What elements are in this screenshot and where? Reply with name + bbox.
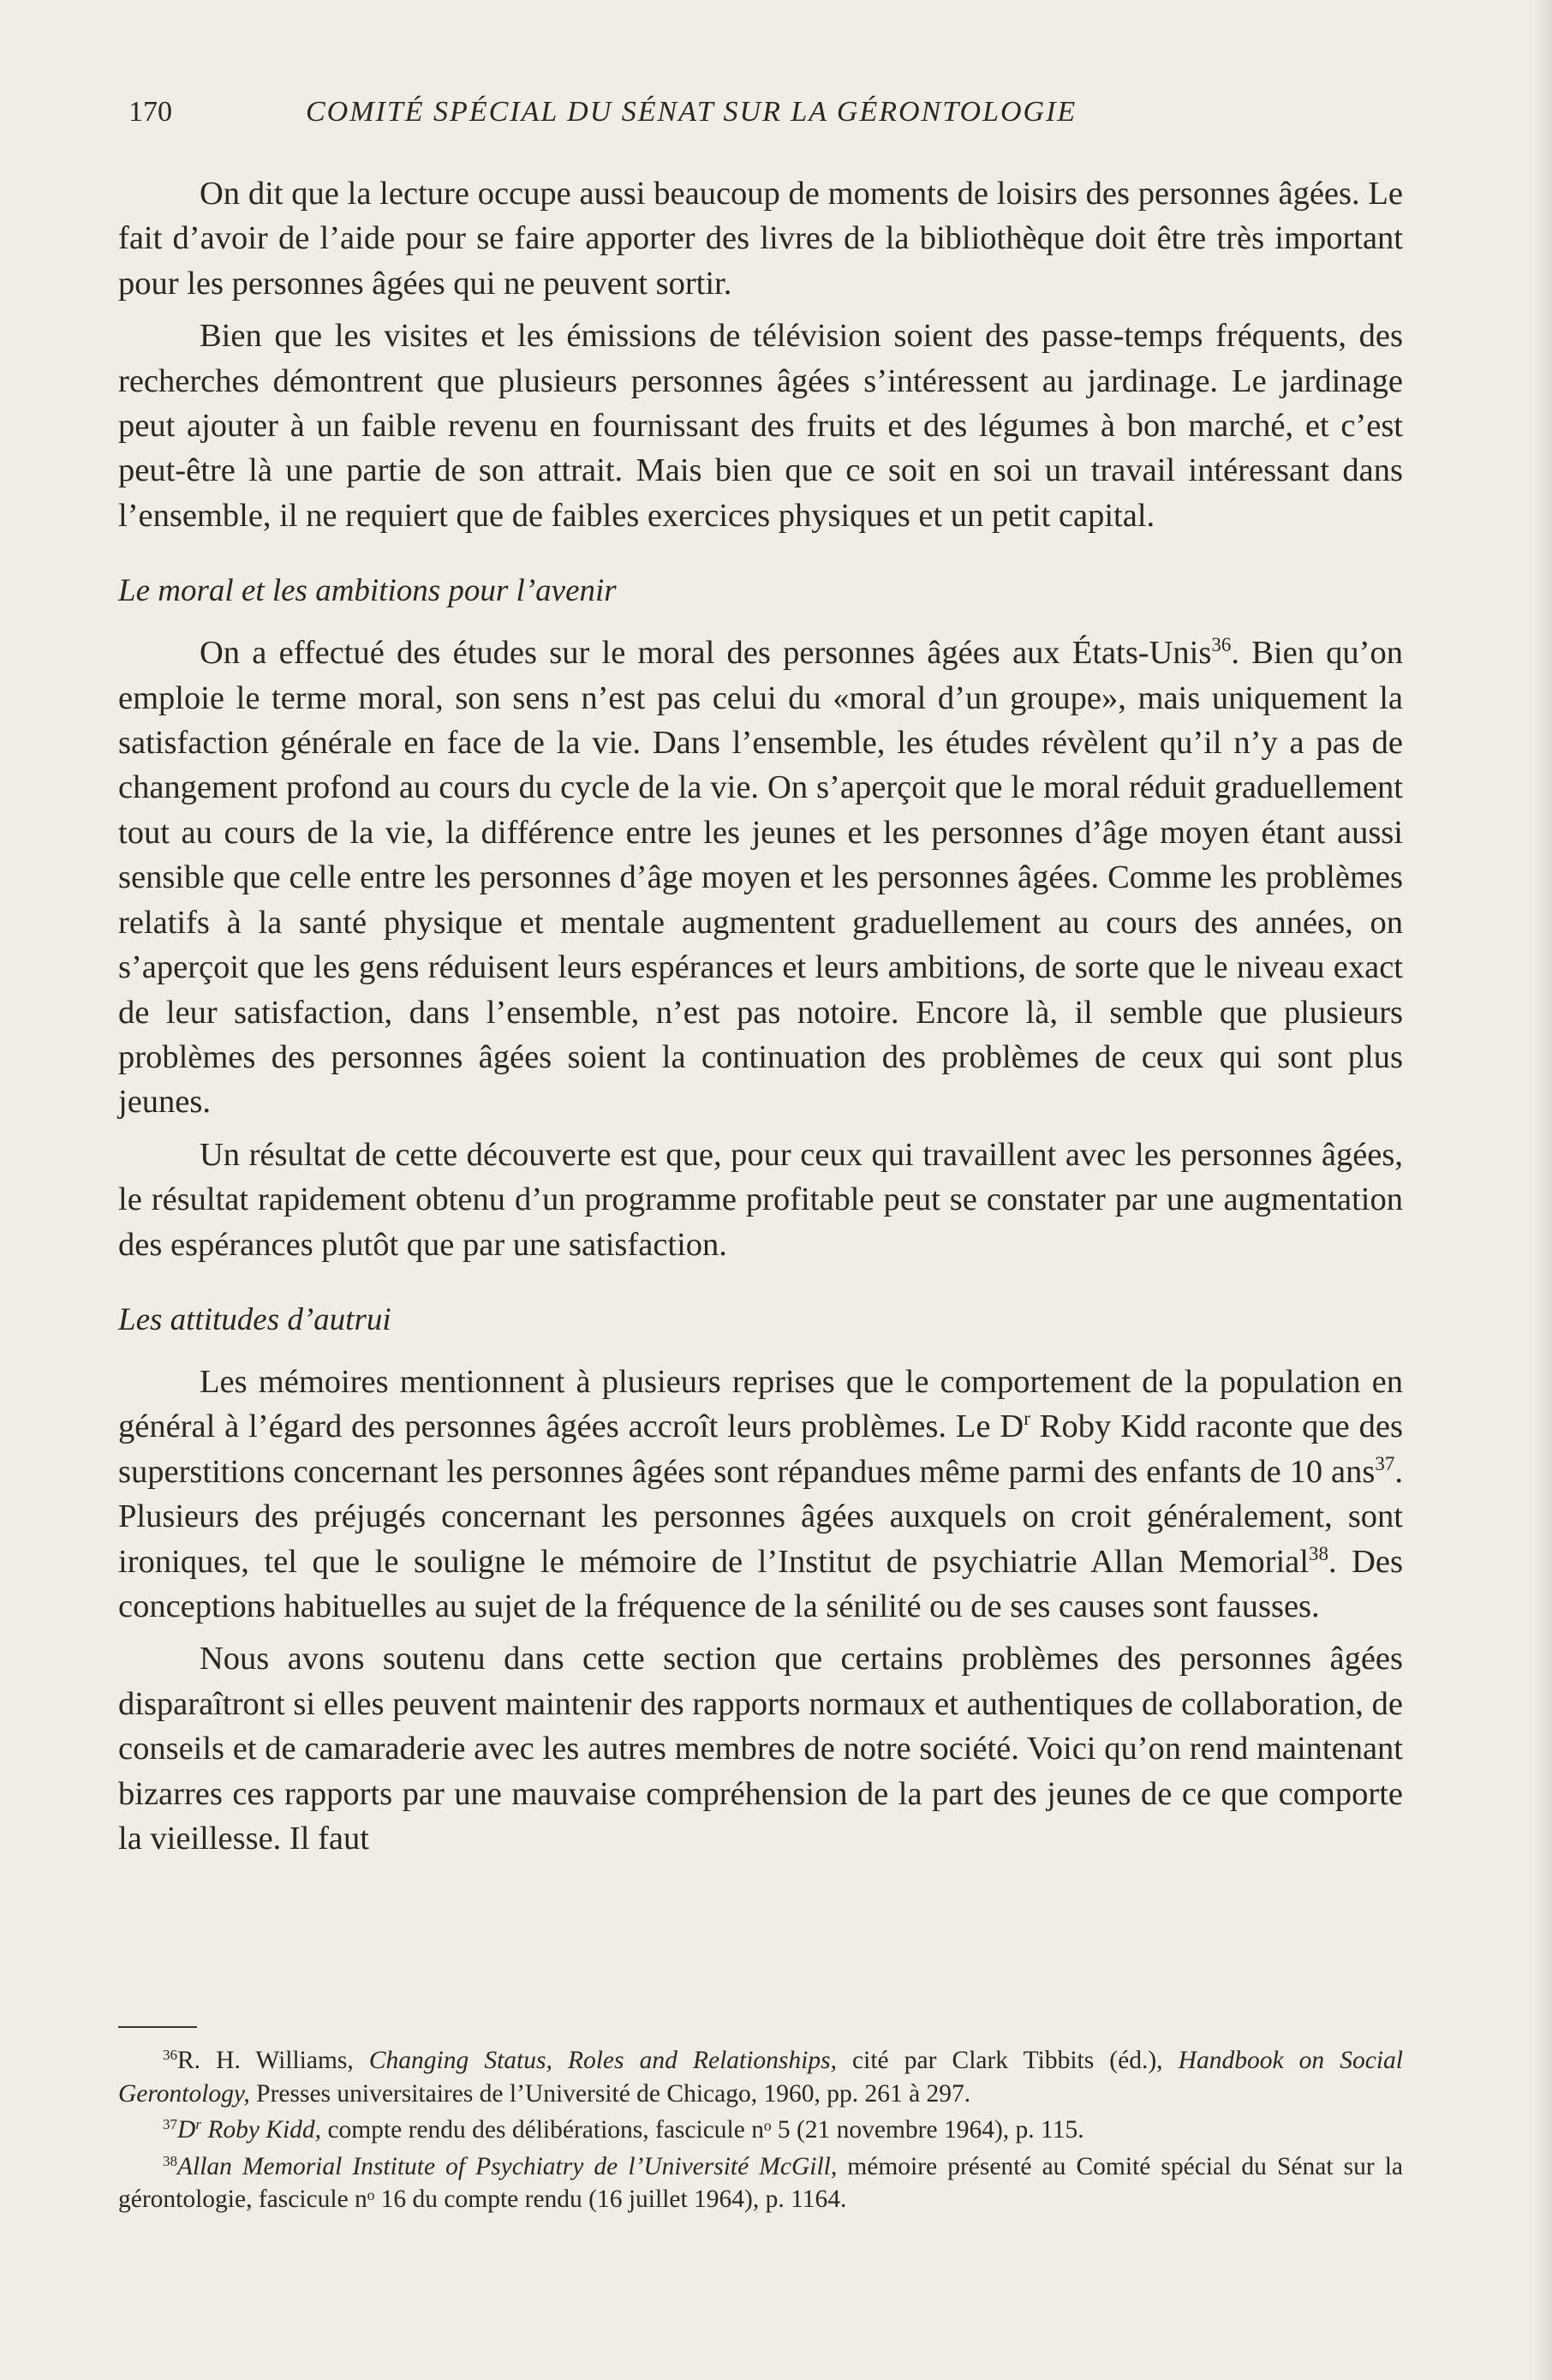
text-run: . Des conceptions habituelles au sujet de la fréquence de la sénilité ou de ses causes sont fausses. [118, 1543, 1403, 1624]
text-run: Roby Kidd raconte que des superstitions concernant les personnes âgées sont répandues même parmi des enfants de 10 ans [118, 1408, 1404, 1490]
footnote-text: mémoire présenté au Comité spécial du Sénat sur la gérontologie, fascicule nᵒ 16 du compte rendu (16 juillet 1964), p. 1164. [118, 2152, 1404, 2213]
superscript-r: r [1024, 1408, 1030, 1430]
body-text [118, 171, 1403, 1861]
footnote-ref-37: 37 [1375, 1452, 1395, 1474]
footnote-author: R. H. Williams, [177, 2047, 369, 2074]
paragraph-section-conclusion: Nous avons soutenu dans cette section que certains problèmes des personnes âgées disparaîtront si elles peuvent maintenir des rapports normaux et authentiques de collaboration, de conseils et de camaraderie avec les autres membres de notre société. Voici qu’on rend maintenant bizarres ces rapports par une mauvaise compréhension de la part des jeunes de ce que comporte la vieillesse. Il faut [118, 1641, 1403, 1857]
footnote-text: cité par Clark Tibbits (éd.), [836, 2047, 1179, 2074]
footnote-text: compte rendu des délibérations, fascicule nᵒ 5 (21 novembre 1964), p. 115. [321, 2116, 1084, 2144]
footnote-number: 37 [163, 2116, 177, 2132]
footnote-title: D [177, 2116, 196, 2144]
footnote-divider [118, 2026, 197, 2028]
text-run: Les mémoires mentionnent à plusieurs reprises que le comportement de la population en général à l’égard des personnes âgées accroît leurs problèmes. Le D [118, 1363, 1403, 1445]
footnote-38 [118, 2150, 1403, 2216]
section-heading-attitudes: Les attitudes d’autrui [118, 1301, 391, 1337]
footnote-text: Presses universitaires de l’Université de Chicago, 1960, pp. 261 à 297. [249, 2079, 971, 2108]
footnote-ref-36: 36 [1211, 634, 1232, 656]
paragraph-memoirs [118, 1360, 1403, 1629]
footnote-title: Roby Kidd, [200, 2116, 322, 2144]
paragraph-gardening: Bien que les visites et les émissions de télévision soient des passe-temps fréquents, des recherches démontrent que plusieurs personnes âgées s’intéressent au jardinage. Le jardinage peut ajouter à un faible revenu en fournissant des fruits et des légumes à bon marché, et c’est peut-être là une partie de son attrait. Mais bien que ce soit en soi un travail intéressant dans l’ensemble, il ne requiert que de faibles exercices physiques et un petit capital. [118, 318, 1403, 534]
text-run: . Plusieurs des préjugés concernant les personnes âgées auxquels on croit généralement, sont ironiques, tel que le souligne le mémoire de l’Institut de psychiatrie Allan Memorial [118, 1453, 1403, 1580]
footnotes [118, 2044, 1403, 2216]
paragraph-discovery-result: Un résultat de cette découverte est que, pour ceux qui travaillent avec les personnes âgées, le résultat rapidement obtenu d’un programme profitable peut se constater par une augmentation des espérances plutôt que par une satisfaction. [118, 1136, 1403, 1263]
footnote-number: 38 [163, 2152, 177, 2169]
paragraph-reading: On dit que la lecture occupe aussi beaucoup de moments de loisirs des personnes âgées. Le fait d’avoir de l’aide pour se faire apporter des livres de la bibliothèque doit être très important pour les personnes âgées qui ne peuvent sortir. [118, 176, 1403, 302]
section-heading-morale: Le moral et les ambitions pour l’avenir [118, 573, 617, 609]
text-run: . Bien qu’on emploie le terme moral, son sens n’est pas celui du «moral d’un groupe», mais uniquement la satisfaction générale en face de la vie. Dans l’ensemble, les études révèlent qu’il n’y a pas de changement profond au cours du cycle de la vie. On s’aperçoit que le moral réduit graduellement tout au cours de la vie, la différence entre les jeunes et les personnes d’âge moyen étant aussi sensible que celle entre les personnes d’âge moyen et les personnes âgées. Comme les problèmes relatifs à la santé physique et mentale augmentent graduellement au cours des années, on s’aperçoit que les gens réduisent leurs espérances et leurs ambitions, de sorte que le niveau exact de leur satisfaction, dans l’ensemble, n’est pas notoire. Encore là, il semble que plusieurs problèmes des personnes âgées soient la continuation des problèmes de ceux qui sont plus jeunes. [118, 635, 1403, 1121]
footnote-36 [118, 2044, 1403, 2110]
footnote-title: Changing Status, Roles and Relationships, [368, 2047, 837, 2074]
footnote-number: 36 [163, 2047, 177, 2063]
text-run: On a effectué des études sur le moral des personnes âgées aux États-Unis [200, 635, 1212, 672]
superscript-r: r [195, 2116, 201, 2132]
footnote-ref-38: 38 [1308, 1542, 1328, 1564]
page-edge-shadow [1533, 0, 1552, 2380]
footnote-title: Allan Memorial Institute of Psychiatry de l’Université McGill, [177, 2152, 838, 2180]
page-number: 170 [128, 96, 172, 128]
page-header [0, 96, 1552, 147]
running-title: COMITÉ SPÉCIAL DU SÉNAT SUR LA GÉRONTOLOGIE [306, 96, 1077, 128]
footnote-37 [118, 2114, 1403, 2147]
paragraph-morale-studies [118, 631, 1403, 1124]
footnote-title: Handbook on Social Gerontology, [118, 2047, 1404, 2108]
